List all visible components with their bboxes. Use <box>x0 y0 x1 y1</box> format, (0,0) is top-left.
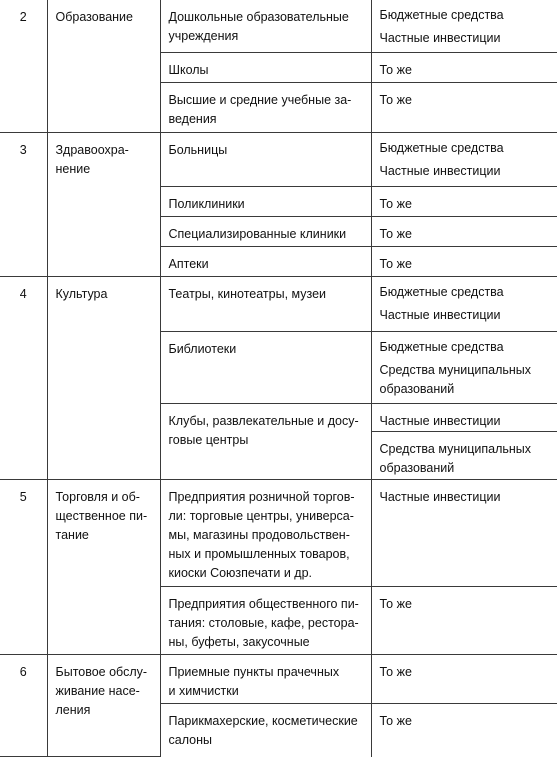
facility-name: Клубы, развлекательные и досу- говые центры <box>160 404 371 480</box>
facility-name: Библиотеки <box>160 332 371 404</box>
facility-name: Поликлиники <box>160 187 371 217</box>
table-row <box>0 480 557 587</box>
funding-source: Частные инвестиции <box>371 404 557 432</box>
row-number: 4 <box>0 277 47 480</box>
sector-name: Образование <box>47 0 160 133</box>
funding-source: То же <box>371 704 557 757</box>
facility-name: Дошкольные образовательные учреждения <box>160 0 371 53</box>
row-number: 6 <box>0 655 47 757</box>
sector-name: Бытовое обслу- живание насе- ления <box>47 655 160 757</box>
facility-name: Приемные пункты прачечных и химчистки <box>160 655 371 704</box>
funding-source: То же <box>371 83 557 133</box>
row-number: 5 <box>0 480 47 655</box>
facility-name: Специализированные клиники <box>160 217 371 247</box>
row-number: 2 <box>0 0 47 133</box>
funding-source: Бюджетные средства Частные инвестиции <box>371 0 557 53</box>
sector-name: Торговля и об- щественное пи- тание <box>47 480 160 655</box>
funding-source: То же <box>371 217 557 247</box>
table-row <box>0 0 557 53</box>
facility-name: Предприятия общественного пи- тания: столовые, кафе, рестора- ны, буфеты, закусочные <box>160 587 371 655</box>
funding-source: То же <box>371 187 557 217</box>
table-row <box>0 655 557 704</box>
sector-name: Культура <box>47 277 160 480</box>
row-number: 3 <box>0 133 47 277</box>
funding-source: То же <box>371 247 557 277</box>
funding-source: То же <box>371 587 557 655</box>
sector-name: Здравоохра- нение <box>47 133 160 277</box>
facility-name: Школы <box>160 53 371 83</box>
funding-source: Средства муниципальных образований <box>371 432 557 480</box>
facility-name: Парикмахерские, косметические салоны <box>160 704 371 757</box>
funding-source: То же <box>371 53 557 83</box>
facility-name: Высшие и средние учебные за- ведения <box>160 83 371 133</box>
facility-name: Театры, кинотеатры, музеи <box>160 277 371 332</box>
facility-name: Предприятия розничной торгов- ли: торговые центры, универса- мы, магазины продовольствен- ных и промышленных товаров, киоски Союзпечати и др. <box>160 480 371 587</box>
funding-source: Бюджетные средства Средства муниципальных образований <box>371 332 557 404</box>
funding-source: То же <box>371 655 557 704</box>
facility-name: Больницы <box>160 133 371 187</box>
funding-source: Бюджетные средства Частные инвестиции <box>371 277 557 332</box>
table-row <box>0 133 557 187</box>
table-row <box>0 277 557 332</box>
facility-name: Аптеки <box>160 247 371 277</box>
funding-source: Бюджетные средства Частные инвестиции <box>371 133 557 187</box>
funding-source: Частные инвестиции <box>371 480 557 587</box>
